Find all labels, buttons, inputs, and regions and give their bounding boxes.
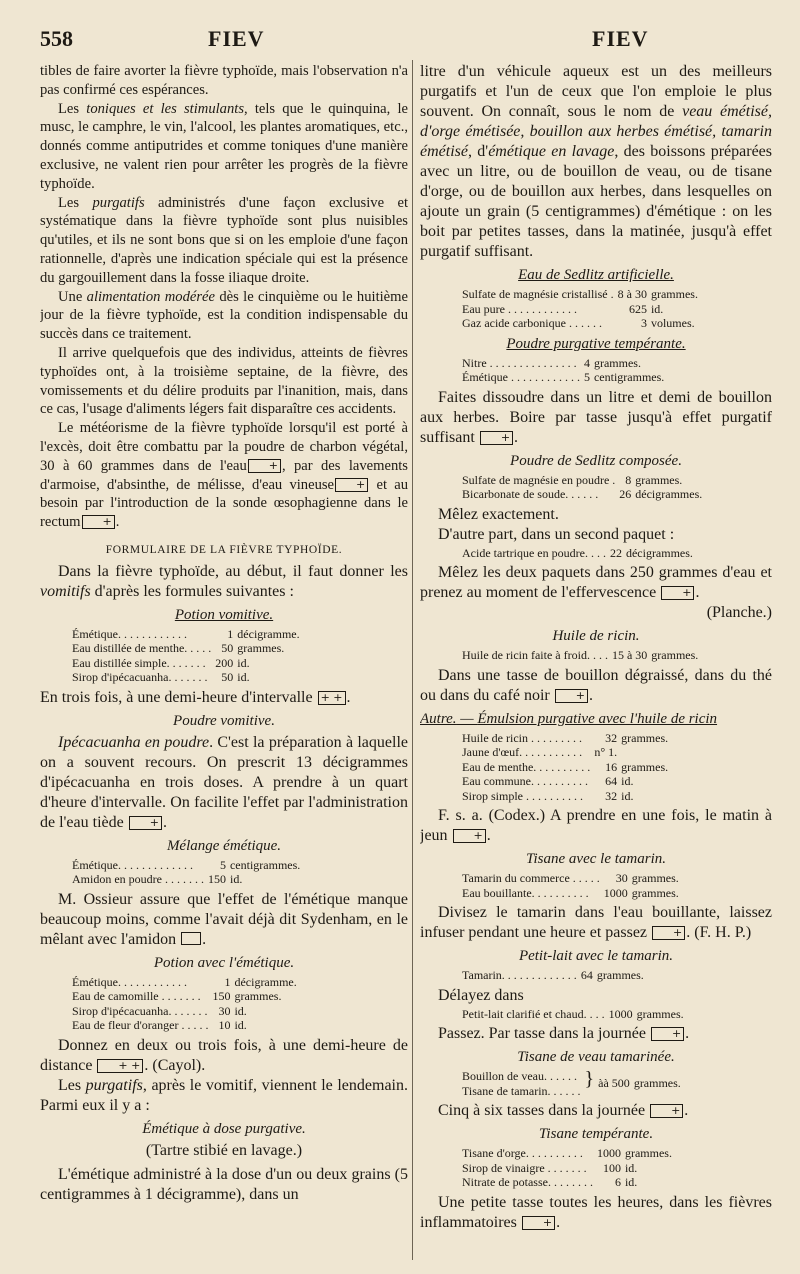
left-column xyxy=(40,62,408,1266)
recipe-title: Tisane de veau tamarinée. xyxy=(517,1049,675,1065)
paragraph: litre d'un véhicule aqueux est un des meilleurs purgatifs et l'un de ceux que l'on emploie le plus souvent. On connaît, sous le nom de veau émétisé, d'orge émétisée, bouillon aux herbes émétisé, tamarin émétisé, d'émétique en lavage, des boissons préparées avec un litre, ou de bouillon de veau, ou de tisane d'orge, ou de bouillon aux herbes, dans lesquelles on ajoute un grain (5 centigrammes) d'émétique : on les boit par petites tasses, dans la matinée, jusqu'à effet purgatif suffisant. xyxy=(420,63,772,260)
recipe-table xyxy=(460,968,646,983)
section-title: FORMULAIRE DE LA FIÈVRE TYPHOÏDE. xyxy=(105,543,343,556)
recipe-table xyxy=(460,1007,686,1022)
recipe-title: Eau de Sedlitz artificielle. xyxy=(518,267,674,283)
recipe-table xyxy=(460,1069,683,1098)
recipe-row: Bouillon de veau. . . . . . Tisane de tamarin. . . . . . } àà 500 grammes. xyxy=(462,1068,681,1098)
paragraph: Les toniques et les stimulants, tels que le quinquina, le musc, le camphre, le vin, l'alcool, les plantes aromatiques, etc., donnés comme antiputrides et comme toniques d'une manière exclusive, ne valent rien pour arrêter les progrès de la fièvre typhoïde. xyxy=(40,100,408,192)
recipe-row: Amidon en poudre . . . . . . . 150 id. xyxy=(72,872,243,887)
right-column xyxy=(420,62,772,1266)
paragraph: Ipécacuanha en poudre. C'est la préparation à laquelle on a souvent recours. On prescrit 13 décigrammes d'ipécacuanha en trois doses. A prendre à un quart d'heure d'intervalle. On facilite l'effet par l'administration de l'eau tiède + . xyxy=(40,733,408,831)
paragraph: Les purgatifs administrés d'une façon exclusive et systématique dans la fièvre typhoïde sont plus nuisibles qu'utiles, et ils ne sont bons que si on les emploie d'une façon rationnelle, d'après une indication spéciale qui est la présence du gargouillement dans la fosse iliaque droite. xyxy=(40,194,408,286)
plus-symbol: + xyxy=(661,586,694,600)
recipe-title: Poudre de Sedlitz composée. xyxy=(510,452,682,469)
running-head-right: FIEV xyxy=(592,26,649,51)
recipe-row: Eau distillée de menthe. . . . . 50 grammes. xyxy=(72,641,285,656)
recipe-title: Émétique à dose purgative. xyxy=(142,1120,306,1137)
paragraph: tibles de faire avorter la fièvre typhoïde, mais l'observation n'a pas confirmé ces espérances. xyxy=(40,63,408,98)
recipe-row: Émétique. . . . . . . . . . . . . 5 centigrammes. xyxy=(72,857,301,872)
paragraph: Une alimentation modérée dès le cinquième ou le huitième jour de la fièvre typhoïde, est la condition indispensable du succès dans ce traitement. xyxy=(40,288,408,343)
plus-symbol: + xyxy=(650,1104,683,1118)
recipe-table xyxy=(70,975,299,1033)
paragraph: Divisez le tamarin dans l'eau bouillante, laissez infuser pendant une heure et passez + . (F. H. P.) xyxy=(420,904,772,941)
paragraph: Le météorisme de la fièvre typhoïde lorsqu'il est porté à l'excès, doit être combattu par la poudre de charbon végétal, 30 à 60 grammes dans de l'eau + , par des lavements d'armoise, d'absinthe, de mélisse, d'eau vineuse + et au besoin par l'introduction de la sonde œsophagienne dans le rectum + . xyxy=(40,420,408,531)
paragraph: Donnez en deux ou trois fois, à une demi-heure de distance + + . (Cayol). xyxy=(40,1036,408,1074)
recipe-title: Tisane tempérante. xyxy=(538,1126,654,1142)
recipe-row: Sirop simple . . . . . . . . . . 32 id. xyxy=(462,788,634,803)
recipe-row: Jaune d'œuf. . . . . . . . . . . n° 1. xyxy=(462,745,618,759)
recipe-row: Gaz acide carbonique . . . . . . 3 volumes. xyxy=(462,316,695,330)
source-note: (Planche.) xyxy=(706,604,772,621)
recipe-row: Eau de fleur d'oranger . . . . . 10 id. xyxy=(72,1018,247,1033)
paragraph: Faites dissoudre dans un litre et demi de bouillon aux herbes. Boire par tasse jusqu'à effet purgatif suffisant + . xyxy=(420,388,772,446)
plus-symbol: + xyxy=(555,689,588,703)
recipe-title: Poudre purgative tempérante. xyxy=(506,335,686,352)
recipe-row: Tamarin. . . . . . . . . . . . . 64 grammes. xyxy=(462,968,644,982)
recipe-row: Nitrate de potasse. . . . . . . . 6 id. xyxy=(462,1175,638,1189)
recipe-table xyxy=(460,871,681,900)
recipe-title: Potion vomitive. xyxy=(174,606,274,623)
recipe-row: Huile de ricin faite à froid. . . . 15 à 30 grammes. xyxy=(462,648,699,662)
recipe-row: Sulfate de magnésie cristallisé . 8 à 30 grammes. xyxy=(462,287,698,301)
plus-symbol: + xyxy=(480,431,513,445)
paragraph: En trois fois, à une demi-heure d'intervalle + + . xyxy=(40,688,351,706)
page-number: 558 xyxy=(40,26,73,51)
paragraph: Mêlez exactement. xyxy=(438,505,559,523)
plus-symbol: + xyxy=(335,478,368,492)
recipe-row: Tisane d'orge. . . . . . . . . . 1000 grammes. xyxy=(462,1146,672,1160)
recipe-row: Sulfate de magnésie en poudre . 8 grammes. xyxy=(462,472,683,487)
plus-symbol: + xyxy=(453,829,486,843)
recipe-row: Émétique . . . . . . . . . . . . 5 centigrammes. xyxy=(462,370,665,384)
recipe-row: Émétique. . . . . . . . . . . . 1 décigramme. xyxy=(72,974,297,989)
recipe-table xyxy=(70,858,302,887)
paragraph: Une petite tasse toutes les heures, dans les fièvres inflammatoires + . xyxy=(420,1193,772,1231)
recipe-title: Potion avec l'émétique. xyxy=(153,954,295,971)
recipe-title: Poudre vomitive. xyxy=(173,712,275,729)
paragraph: M. Ossieur assure que l'effet de l'émétique manque beaucoup moins, comme l'avait déjà dit Sydenham, en le mêlant avec l'amidon . xyxy=(40,890,408,948)
double-plus-symbol: + + xyxy=(97,1059,143,1073)
paragraph: D'autre part, dans un second paquet : xyxy=(438,525,675,543)
recipe-table xyxy=(460,648,700,663)
paragraph: Mêlez les deux paquets dans 250 grammes d'eau et prenez au moment de l'effervescence + . xyxy=(420,564,772,601)
recipe-row: Eau de menthe. . . . . . . . . . 16 grammes. xyxy=(462,759,669,774)
recipe-row: Émétique. . . . . . . . . . . . 1 décigramme. xyxy=(72,626,300,641)
recipe-row: Acide tartrique en poudre. . . . 22 décigrammes. xyxy=(462,545,693,560)
running-head-left: FIEV xyxy=(208,26,265,51)
paragraph: Dans la fièvre typhoïde, au début, il faut donner les vomitifs d'après les formules suivantes : xyxy=(40,562,408,600)
paragraph: Passez. Par tasse dans la journée + . xyxy=(438,1025,690,1042)
recipe-title: Mélange émétique. xyxy=(166,837,282,854)
recipe-row: Petit-lait clarifié et chaud. . . . 1000 grammes. xyxy=(462,1006,684,1021)
plus-symbol: + xyxy=(651,1027,684,1041)
paragraph: Il arrive quelquefois que des individus, atteints de fièvres typhoïdes ont, à la troisième septaine, de la fièvre, des vomissements et du délire produits par l'inanition, mais, dans ce cas, l'usage d'aliments légers fait disparaître ces accidents. xyxy=(40,344,408,418)
recipe-table xyxy=(460,1146,674,1190)
recipe-row: Eau pure . . . . . . . . . . . . 625 id. xyxy=(462,301,664,316)
recipe-row: Eau de camomille . . . . . . . 150 grammes. xyxy=(72,989,282,1004)
recipe-title: Huile de ricin. xyxy=(552,628,640,644)
recipe-row: Eau commune. . . . . . . . . . 64 id. xyxy=(462,774,634,788)
plus-symbol: + xyxy=(652,926,685,940)
recipe-title: Autre. — Émulsion purgative avec l'huile de ricin xyxy=(420,710,718,727)
paragraph: Délayez dans xyxy=(438,986,524,1004)
paragraph: Dans une tasse de bouillon dégraissé, dans du thé ou dans du café noir + . xyxy=(420,666,772,704)
recipe-row: Tamarin du commerce . . . . . 30 grammes. xyxy=(462,871,679,885)
recipe-row: Sirop d'ipécacuanha. . . . . . . 30 id. xyxy=(72,1003,247,1018)
brace-symbol: } xyxy=(584,1068,595,1090)
recipe-subtitle: (Tartre stibié en lavage.) xyxy=(145,1141,303,1159)
recipe-row: Eau distillée simple. . . . . . . 200 id. xyxy=(72,655,250,670)
recipe-table xyxy=(460,356,666,385)
recipe-row: Nitre . . . . . . . . . . . . . . . 4 grammes. xyxy=(462,355,641,370)
column-divider xyxy=(412,60,413,1260)
recipe-table xyxy=(460,731,670,804)
recipe-row: Sirop de vinaigre . . . . . . . 100 id. xyxy=(462,1160,638,1175)
double-plus-symbol: + + xyxy=(318,691,346,705)
recipe-table xyxy=(460,546,695,561)
recipe-title: Tisane avec le tamarin. xyxy=(526,851,666,867)
recipe-row: Bicarbonate de soude. . . . . . 26 décigrammes. xyxy=(462,487,703,501)
recipe-table xyxy=(460,287,700,331)
plus-symbol: + xyxy=(129,816,162,830)
recipe-table xyxy=(460,473,704,502)
recipe-table xyxy=(70,627,302,685)
plus-symbol: + xyxy=(248,459,281,473)
recipe-row: Huile de ricin . . . . . . . . . 32 grammes. xyxy=(462,730,669,745)
paragraph: Les purgatifs, après le vomitif, viennent le lendemain. Parmi eux il y a : xyxy=(40,1076,408,1114)
paragraph: L'émétique administré à la dose d'un ou deux grains (5 centigrammes à 1 décigramme), dans un xyxy=(40,1165,408,1203)
recipe-row: Sirop d'ipécacuanha. . . . . . . 50 id. xyxy=(72,670,250,685)
paragraph: Cinq à six tasses dans la journée + . xyxy=(438,1102,689,1119)
plus-symbol: + xyxy=(82,515,115,529)
empty-box-symbol xyxy=(181,932,201,945)
recipe-title: Petit-lait avec le tamarin. xyxy=(518,948,674,964)
paragraph: F. s. a. (Codex.) A prendre en une fois, le matin à jeun + . xyxy=(420,807,772,844)
recipe-row: Eau bouillante. . . . . . . . . . 1000 grammes. xyxy=(462,885,679,900)
page-header xyxy=(40,26,770,56)
plus-symbol: + xyxy=(522,1216,555,1230)
